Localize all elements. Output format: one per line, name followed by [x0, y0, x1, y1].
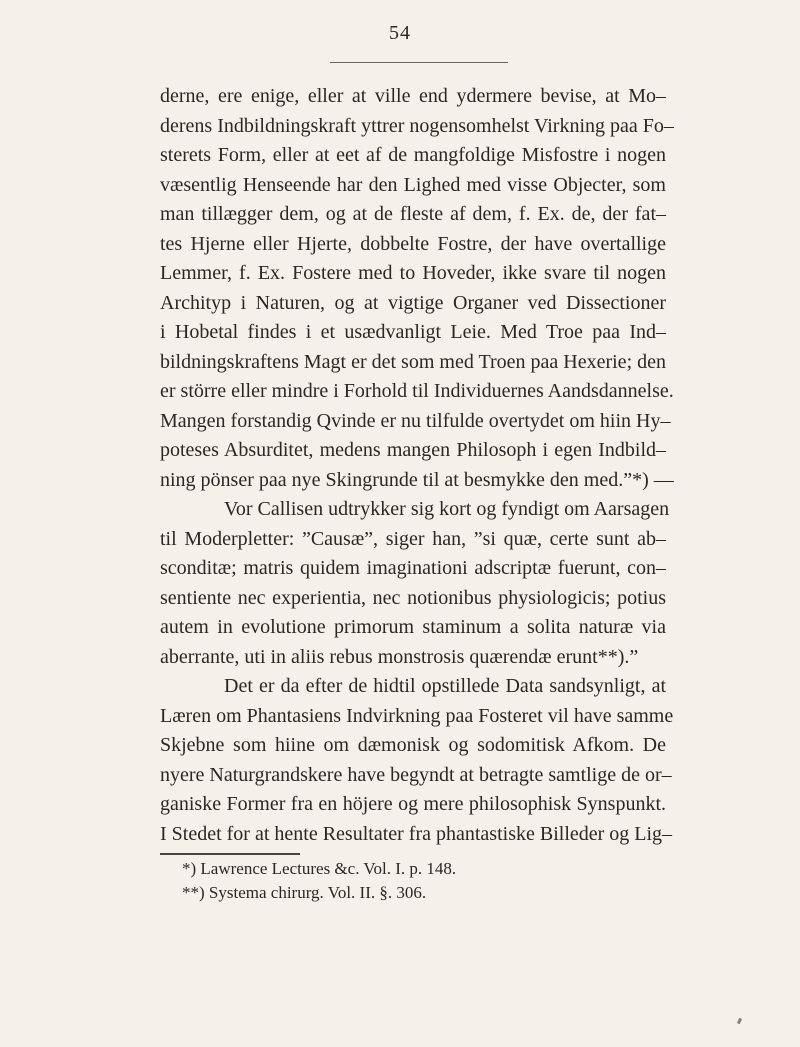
- text-line: sconditæ; matris quidem imaginationi adscriptæ fuerunt, con–: [160, 557, 666, 579]
- text-line: tes Hjerne eller Hjerte, dobbelte Fostre, der have overtallige: [160, 232, 666, 255]
- text-line: Mangen forstandig Qvinde er nu tilfulde overtydet om hiin Hy–: [160, 409, 671, 432]
- text-line: sterets Form, eller at eet af de mangfoldige Misfostre i nogen: [160, 144, 666, 166]
- footnotes: [182, 857, 456, 905]
- text-line: nyere Naturgrandskere have begyndt at betragte samtlige de or–: [160, 763, 672, 786]
- text-line: sentiente nec experientia, nec notionibus physiologicis; potius: [160, 586, 666, 609]
- paragraph-start-line: Det er da efter de hidtil opstillede Data sandsynligt, at: [224, 675, 666, 697]
- footnote-rule: [160, 853, 300, 855]
- text-line: poteses Absurditet, medens mangen Philosoph i egen Indbild–: [160, 439, 666, 461]
- paragraph-start-line: Vor Callisen udtrykker sig kort og fyndigt om Aarsagen: [224, 498, 670, 520]
- paper-speck: [737, 1018, 742, 1025]
- footnote: **) Systema chirurg. Vol. II. §. 306.: [182, 883, 427, 902]
- text-line: er större eller mindre i Forhold til Individuernes Aandsdannelse.: [160, 380, 674, 402]
- page-number: 54: [389, 22, 411, 44]
- footnote: *) Lawrence Lectures &c. Vol. I. p. 148.: [182, 859, 457, 878]
- text-line: man tillægger dem, og at de fleste af dem, f. Ex. de, der fat–: [160, 203, 666, 225]
- text-line: autem in evolutione primorum staminum a solita naturæ via: [160, 616, 666, 638]
- text-line: Archityp i Naturen, og at vigtige Organer ved Dissectioner: [160, 291, 666, 314]
- text-line: i Hobetal findes i et usædvanligt Leie. Med Troe paa Ind–: [160, 321, 666, 343]
- body-text: [160, 82, 674, 849]
- text-line: Skjebne som hiine om dæmonisk og sodomitisk Afkom. De: [160, 734, 666, 756]
- text-line: Læren om Phantasiens Indvirkning paa Fosteret vil have samme: [160, 704, 674, 727]
- text-line: derne, ere enige, eller at ville end ydermere bevise, at Mo–: [160, 85, 666, 107]
- text-line: ganiske Former fra en höjere og mere philosophisk Synspunkt.: [160, 793, 666, 815]
- text-line: væsentlig Henseende har den Lighed med visse Objecter, som: [160, 173, 666, 196]
- header-rule: [330, 62, 508, 63]
- text-line: derens Indbildningskraft yttrer nogensomhelst Virkning paa Fo–: [160, 114, 674, 137]
- text-line: ning pönser paa nye Skingrunde til at besmykke den med.”*) —: [160, 468, 674, 491]
- text-line: til Moderpletter: ”Causæ”, siger han, ”si quæ, certe sunt ab–: [160, 527, 666, 550]
- text-line: Lemmer, f. Ex. Fostere med to Hoveder, ikke svare til nogen: [160, 262, 666, 284]
- text-line: I Stedet for at hente Resultater fra phantastiske Billeder og Lig–: [160, 822, 673, 845]
- text-line: aberrante, uti in aliis rebus monstrosis quærendæ erunt**).”: [160, 645, 639, 668]
- text-line: bildningskraftens Magt er det som med Troen paa Hexerie; den: [160, 350, 666, 373]
